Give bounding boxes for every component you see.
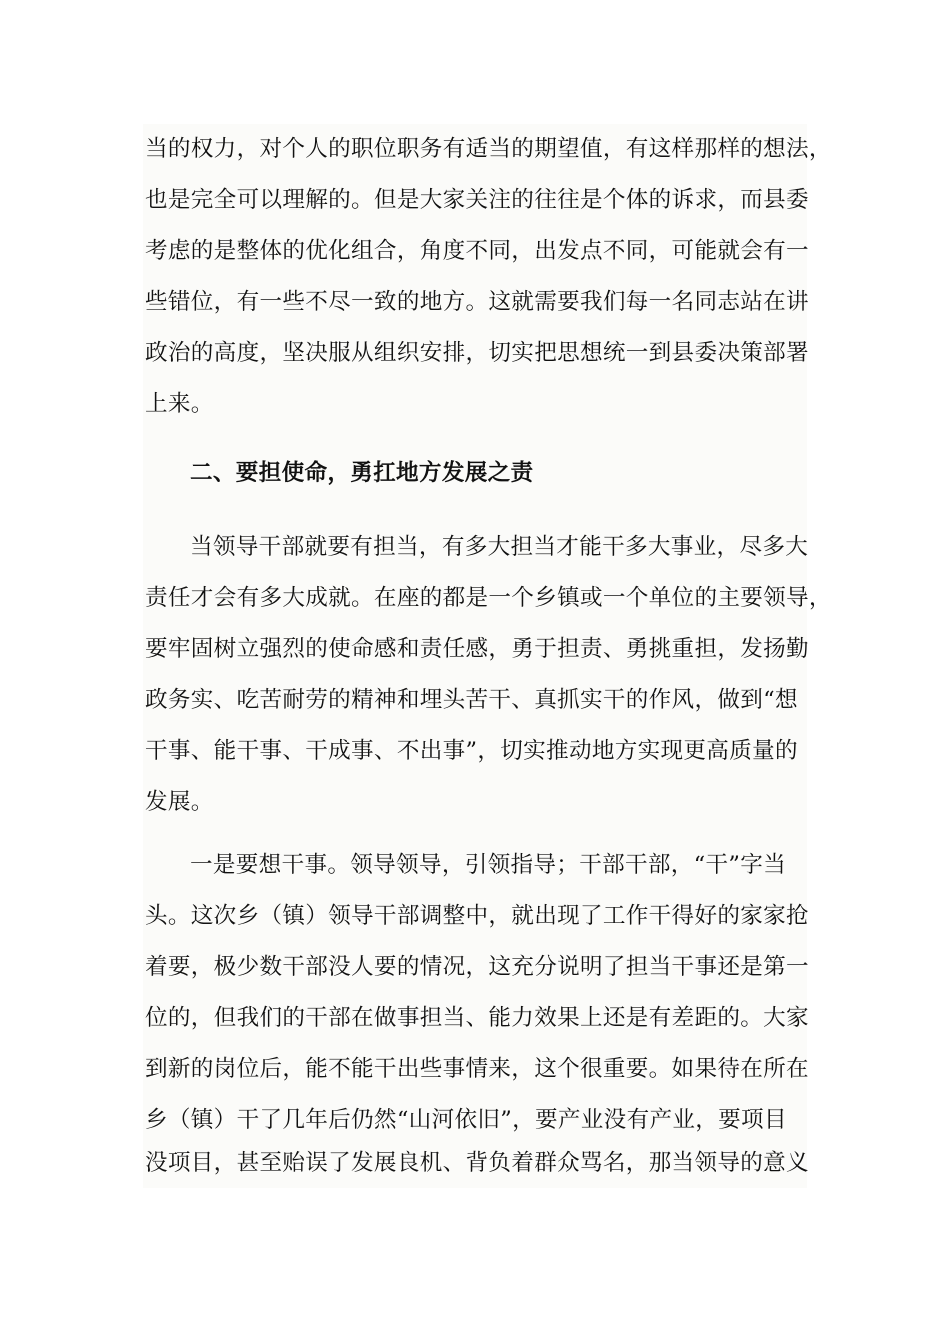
text-line: 政务实、吃苦耐劳的精神和埋头苦干、真抓实干的作风，做到“想 bbox=[145, 687, 798, 713]
text-line: 责任才会有多大成就。在座的都是一个乡镇或一个单位的主要领导， bbox=[145, 585, 832, 611]
text-line: 着要，极少数干部没人要的情况，这充分说明了担当干事还是第一 bbox=[145, 954, 809, 980]
text-line: 考虑的是整体的优化组合，角度不同，出发点不同，可能就会有一 bbox=[145, 238, 809, 264]
text-line: 位的，但我们的干部在做事担当、能力效果上还是有差距的。大家 bbox=[145, 1005, 809, 1031]
text-line: 没项目，甚至贻误了发展良机、背负着群众骂名，那当领导的意义 bbox=[145, 1150, 809, 1176]
text-line: 也是完全可以理解的。但是大家关注的往往是个体的诉求，而县委 bbox=[145, 187, 809, 213]
text-line: 乡（镇）干了几年后仍然“山河依旧”，要产业没有产业，要项目 bbox=[145, 1107, 787, 1133]
text-line: 干事、能干事、干成事、不出事”，切实推动地方实现更高质量的 bbox=[145, 738, 798, 764]
text-line: 头。这次乡（镇）领导干部调整中，就出现了工作干得好的家家抢 bbox=[145, 903, 809, 929]
text-line: 当领导干部就要有担当，有多大担当才能干多大事业，尽多大 bbox=[190, 534, 809, 560]
text-line: 到新的岗位后，能不能干出些事情来，这个很重要。如果待在所在 bbox=[145, 1056, 809, 1082]
document-page bbox=[143, 124, 832, 1188]
section-heading: 二、要担使命，勇扛地方发展之责 bbox=[190, 460, 534, 486]
text-line: 些错位，有一些不尽一致的地方。这就需要我们每一名同志站在讲 bbox=[145, 289, 809, 315]
text-line: 上来。 bbox=[145, 391, 214, 417]
text-line: 政治的高度，坚决服从组织安排，切实把思想统一到县委决策部署 bbox=[145, 340, 809, 366]
text-line: 发展。 bbox=[145, 789, 214, 815]
text-line: 要牢固树立强烈的使命感和责任感，勇于担责、勇挑重担，发扬勤 bbox=[145, 636, 809, 662]
text-line: 一是要想干事。领导领导，引领指导；干部干部，“干”字当 bbox=[190, 852, 787, 878]
text-line: 当的权力，对个人的职位职务有适当的期望值，有这样那样的想法， bbox=[145, 136, 832, 162]
